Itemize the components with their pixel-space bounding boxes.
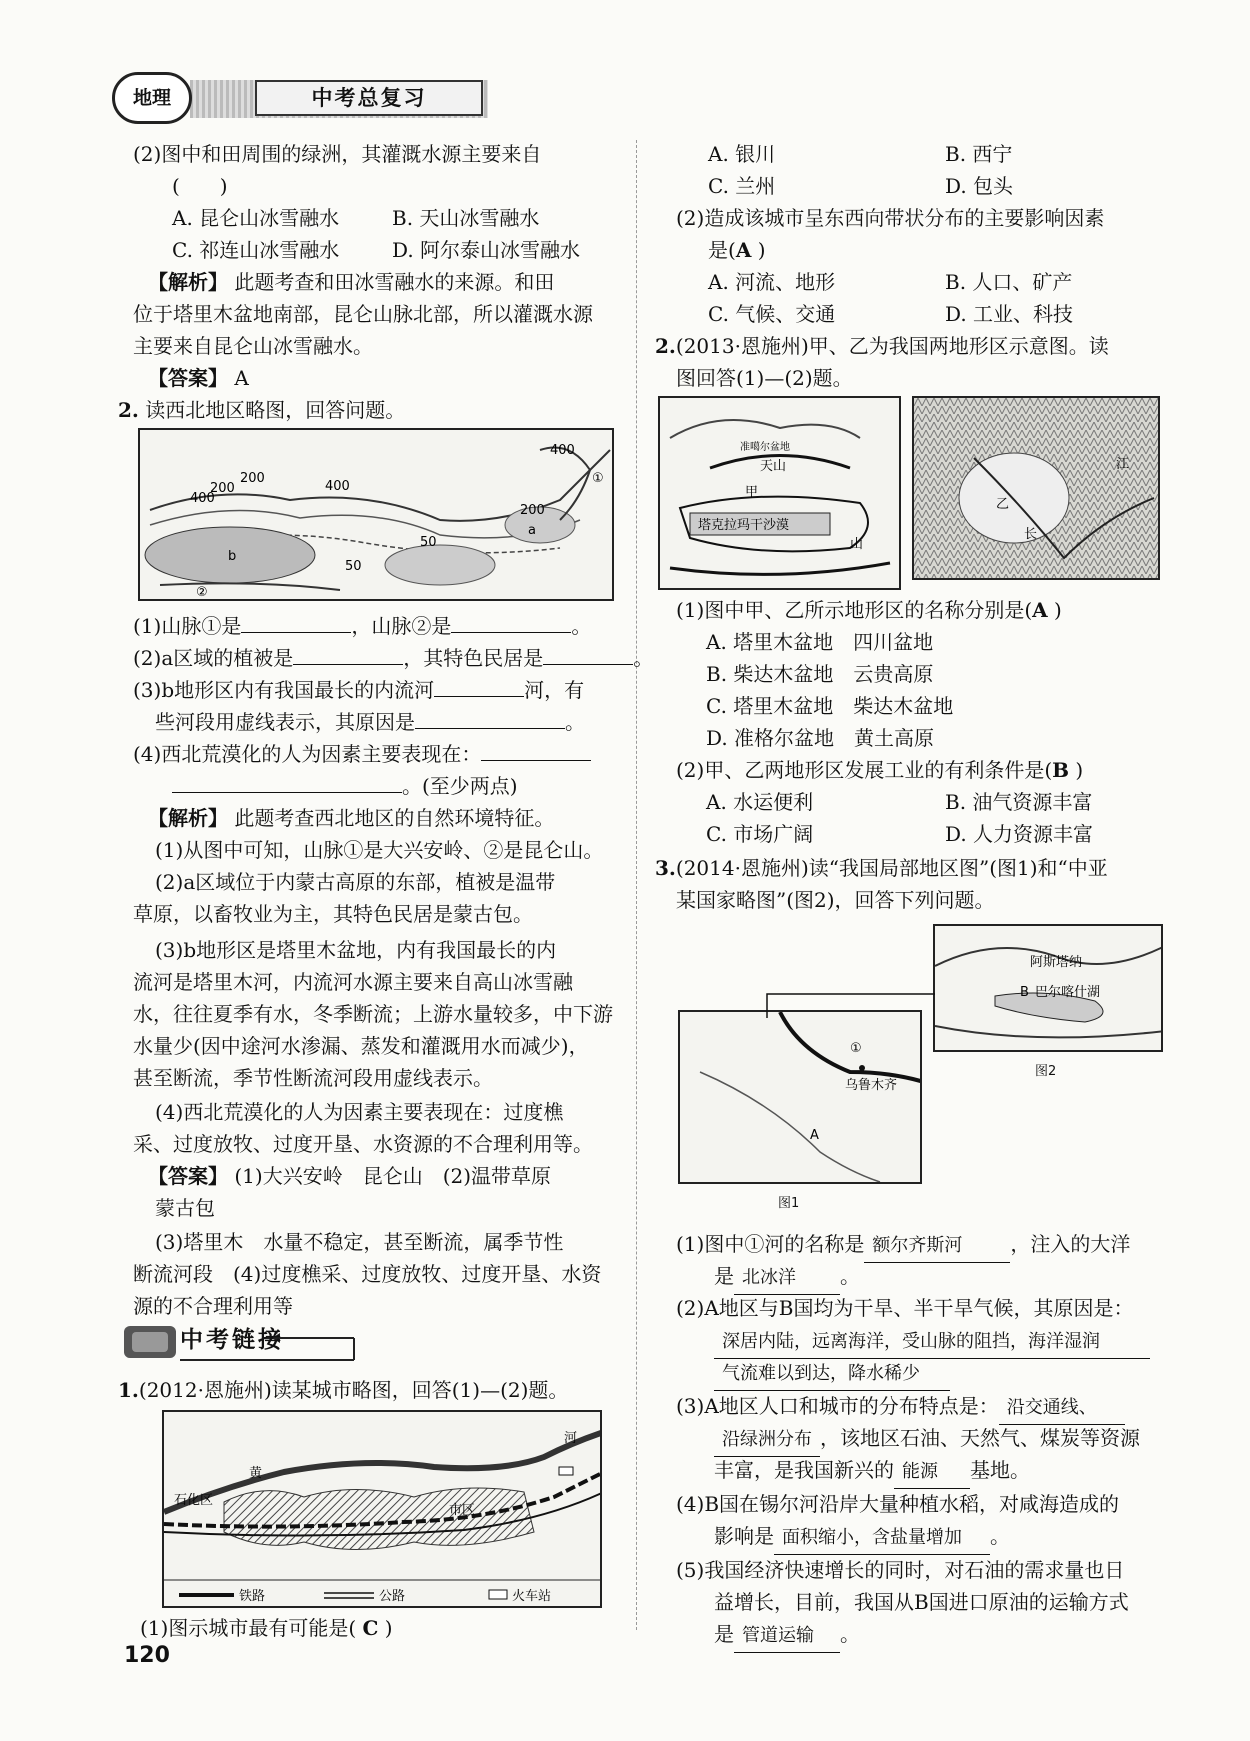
r-q3-stem-2: 某国家略图”(图2)，回答下列问题。 xyxy=(676,888,995,912)
basin-shade-2 xyxy=(385,545,495,585)
q2-2-answer xyxy=(148,362,249,394)
fill-river-name[interactable]: 额尔齐斯河 xyxy=(864,1230,1010,1263)
r-q2-num: 2. xyxy=(655,334,676,358)
q2-2-analysis-2: 位于塔里木盆地南部，昆仑山脉北部，所以灌溉水源 xyxy=(133,302,593,326)
r-q3-sub3-b: ，该地区石油、天然气、煤炭等资源 xyxy=(820,1426,1140,1450)
subject-badge xyxy=(112,72,192,124)
label-balkhash: 巴尔喀什湖 xyxy=(1035,985,1101,1000)
mountain-1-marker: ① xyxy=(592,471,604,486)
r-q3-sub1-cont xyxy=(714,1260,860,1295)
r-q1-sub2-end: ) xyxy=(757,238,766,262)
contour-200-b: 200 xyxy=(210,481,235,496)
r-q3-sub5-d: 。 xyxy=(840,1622,860,1646)
answer-tag: 【答案】 xyxy=(148,366,228,390)
city-map-svg xyxy=(164,1412,602,1608)
q2-answer-text: (1)大兴安岭 昆仑山 (2)温带草原 xyxy=(234,1164,552,1188)
map-label-he: 河 xyxy=(564,1431,578,1446)
r-q3-sub5-c: 是 xyxy=(714,1622,734,1646)
r-q3-sub4-c: 。 xyxy=(990,1524,1010,1548)
subject-label: 地理 xyxy=(132,87,171,109)
r-q3-sub4-cont xyxy=(714,1520,1010,1555)
r-q3-sub3 xyxy=(676,1390,1125,1425)
r-q2-stem-1 xyxy=(655,330,1109,362)
r-q2-sub2-opt-b: B. 油气资源丰富 xyxy=(945,790,1093,814)
r-q3-sub2-ans1 xyxy=(714,1324,1150,1359)
r-q3-sub1 xyxy=(676,1228,1130,1263)
q2-sub1-a: (1)山脉①是 xyxy=(133,614,242,638)
page-number: 120 xyxy=(124,1643,170,1668)
page-title xyxy=(255,80,483,116)
q2-sub1-c: 。 xyxy=(571,614,592,638)
fill-aral-impact[interactable]: 面积缩小，含盐量增加 xyxy=(774,1522,990,1555)
fill-distribution-2[interactable]: 沿绿洲分布 xyxy=(714,1424,820,1457)
map-yi-svg xyxy=(914,398,1160,580)
map-label-a: a xyxy=(528,523,536,538)
q2-answer-3: (3)塔里木 水量不稳定，甚至断流，属季节性 xyxy=(155,1230,564,1254)
r-q3-sub3-c: 丰富，是我国新兴的 xyxy=(714,1458,894,1482)
r-q1-sub2-opt-c: C. 气候、交通 xyxy=(708,302,836,326)
r-q2-sub2-opt-a: A. 水运便利 xyxy=(706,790,814,814)
q2-analysis-2a: (2)a区域位于内蒙古高原的东部，植被是温带 xyxy=(155,870,556,894)
map-fig2 xyxy=(933,924,1163,1052)
r-q3-sub3-d: 基地。 xyxy=(970,1458,1030,1482)
r-q3-sub4-b: 影响是 xyxy=(714,1524,774,1548)
legend-highway: 公路 xyxy=(379,1589,406,1604)
label-astana: 阿斯塔纳 xyxy=(1030,955,1083,970)
q2-2-opt-a: A. 昆仑山冰雪融水 xyxy=(172,206,340,230)
q1-text: (2012·恩施州)读某城市略图，回答(1)—(2)题。 xyxy=(138,1378,569,1402)
answer-text: A xyxy=(234,366,249,390)
r-q3-sub4: (4)B国在锡尔河沿岸大量种植水稻，对咸海造成的 xyxy=(676,1492,1120,1516)
contour-400-a: 400 xyxy=(550,443,575,458)
q2-answer-tag: 【答案】 xyxy=(148,1164,228,1188)
q2-sub4-b: 。(至少两点) xyxy=(402,774,518,798)
r-q1-sub2-b xyxy=(708,234,766,266)
r-q2-sub2-text: (2)甲、乙两地形区发展工业的有利条件是( xyxy=(676,758,1053,782)
q2-analysis-3d: 水量少(因中途河水渗漏、蒸发和灌溉用水而减少)， xyxy=(133,1034,589,1058)
blank-vegetation[interactable] xyxy=(293,642,403,665)
city-map xyxy=(162,1410,602,1608)
q2-2-analysis-3: 主要来自昆仑山冰雪融水。 xyxy=(133,334,373,358)
q2-answer-5: 源的不合理利用等 xyxy=(133,1294,293,1318)
r-q3-sub3-a: (3)A地区人口和城市的分布特点是： xyxy=(676,1394,999,1418)
r-q3-stem-text: (2014·恩施州)读“我国局部地区图”(图1)和“中亚 xyxy=(675,856,1108,880)
jia-boundary xyxy=(670,420,860,438)
contour-50-a: 50 xyxy=(420,535,437,550)
q1-sub1 xyxy=(140,1612,393,1644)
legend-railway: 铁路 xyxy=(239,1589,266,1604)
r-q3-sub3-cont xyxy=(714,1422,1140,1457)
r-q2-sub1-text: (1)图中甲、乙所示地形区的名称分别是( xyxy=(676,598,1033,622)
q2-analysis-0 xyxy=(148,802,554,834)
map-label-b: b xyxy=(228,549,237,564)
r-q1-sub2-paren: 是( xyxy=(708,238,736,262)
r-q2-sub1-opt-b: B. 柴达木盆地 云贵高原 xyxy=(706,662,934,686)
q1-sub1-answer: C xyxy=(362,1616,379,1640)
r-q2-sub2-answer: B xyxy=(1052,758,1070,782)
q2-sub2-a: (2)a区域的植被是 xyxy=(133,646,294,670)
label-chang: 长 xyxy=(1024,527,1038,542)
fig2-border-south xyxy=(935,1026,1163,1037)
r-q2-sub2-opt-d: D. 人力资源丰富 xyxy=(945,822,1094,846)
urumqi-dot xyxy=(859,1065,865,1071)
blank-mountain-2[interactable] xyxy=(451,610,571,633)
urban-area xyxy=(224,1488,534,1550)
q2-2-paren: ( ) xyxy=(172,174,228,198)
analysis-tag: 【解析】 xyxy=(148,270,228,294)
label-yi: 乙 xyxy=(996,497,1010,512)
q2-answer-2: 蒙古包 xyxy=(155,1196,215,1220)
r-q2-sub1-opt-c: C. 塔里木盆地 柴达木盆地 xyxy=(706,694,954,718)
fig1-caption: 图1 xyxy=(778,1196,800,1211)
r-q3-sub1-d: 。 xyxy=(840,1264,860,1288)
northwest-map xyxy=(138,428,614,601)
r-q3-sub2-ans2 xyxy=(714,1356,950,1391)
blank-river[interactable] xyxy=(434,674,524,697)
q2-2-analysis-1 xyxy=(148,266,554,298)
q2-sub1 xyxy=(133,610,591,642)
r-q2-sub1-answer: A xyxy=(1032,598,1048,622)
contour-200-c: 200 xyxy=(520,503,545,518)
contour-50-b: 50 xyxy=(345,559,362,574)
r-q1-sub2-opt-d: D. 工业、科技 xyxy=(945,302,1074,326)
r-q2-sub2-end: ) xyxy=(1075,758,1084,782)
r-q1-opt-c: C. 兰州 xyxy=(708,174,776,198)
q2-sub3-c: 些河段用虚线表示，其原因是 xyxy=(155,710,415,734)
r-q1-opt-d: D. 包头 xyxy=(945,174,1014,198)
q1-sub1-end: ) xyxy=(384,1616,393,1640)
r-q1-sub2-a: (2)造成该城市呈东西向带状分布的主要影响因素 xyxy=(676,206,1105,230)
fill-climate-reason-1[interactable]: 深居内陆，远离海洋，受山脉的阻挡，海洋湿润 xyxy=(714,1326,1150,1359)
q2-2-opt-d: D. 阿尔泰山冰雪融水 xyxy=(392,238,581,262)
map-fig1 xyxy=(678,1010,922,1184)
r-q3-sub1-c: 是 xyxy=(714,1264,734,1288)
label-taklimakan: 塔克拉玛干沙漠 xyxy=(698,518,790,533)
map-yi xyxy=(912,396,1160,580)
legend-station: 火车站 xyxy=(512,1589,552,1604)
section-banner xyxy=(122,1320,362,1364)
northwest-map-svg xyxy=(140,430,614,601)
q2-sub2-c: 。 xyxy=(633,646,654,670)
kunlun-line xyxy=(670,563,890,574)
q2-analysis-tag: 【解析】 xyxy=(148,806,228,830)
q2-2-stem: (2)图中和田周围的绿洲，其灌溉水源主要来自 xyxy=(133,142,542,166)
r-q2-sub1-opt-d: D. 准格尔盆地 黄土高原 xyxy=(706,726,935,750)
map-jia xyxy=(658,396,901,590)
fill-ocean[interactable]: 北冰洋 xyxy=(734,1262,840,1295)
q2-analysis-3a: (3)b地形区是塔里木盆地，内有我国最长的内 xyxy=(155,938,557,962)
r-q1-sub2-answer: A xyxy=(735,238,752,262)
r-q2-sub2-opt-c: C. 市场广阔 xyxy=(706,822,814,846)
q2-sub3-d: 。 xyxy=(565,710,585,734)
page-title-text: 中考总复习 xyxy=(311,86,427,110)
q2-sub4-cont xyxy=(172,770,518,802)
r-q2-sub1 xyxy=(676,594,1062,626)
q2-analysis-text: 此题考查西北地区的自然环境特征。 xyxy=(234,806,555,830)
fill-distribution-1[interactable]: 沿交通线、 xyxy=(999,1392,1125,1425)
q2-analysis-2b: 草原，以畜牧业为主，其特色民居是蒙古包。 xyxy=(133,902,533,926)
sichuan-basin xyxy=(959,453,1069,543)
q2-sub3 xyxy=(133,674,584,706)
callout-line xyxy=(760,990,940,1020)
q2-analysis-4b: 采、过度放牧、过度开垦、水资源的不合理利用等。 xyxy=(133,1132,593,1156)
map-label-huang: 黄 xyxy=(249,1466,263,1481)
fig2-caption: 图2 xyxy=(1035,1064,1057,1079)
label-zhunge: 准噶尔盆地 xyxy=(740,442,790,453)
r-q3-sub2: (2)A地区与B国均为干旱、半干旱气候，其原因是： xyxy=(676,1296,1134,1320)
r-q3-sub5: (5)我国经济快速增长的同时，对石油的需求量也日 xyxy=(676,1558,1125,1582)
q2-2-opt-c: C. 祁连山冰雪融水 xyxy=(172,238,340,262)
r-q3-sub1-b: ，注入的大洋 xyxy=(1010,1232,1131,1256)
fill-climate-reason-2[interactable]: 气流难以到达，降水稀少 xyxy=(714,1358,950,1391)
label-shan: 山 xyxy=(850,537,864,552)
q2-2-opt-b: B. 天山冰雪融水 xyxy=(392,206,540,230)
label-jia: 甲 xyxy=(745,485,759,500)
r-q3-sub1-a: (1)图中①河的名称是 xyxy=(676,1232,865,1256)
label-a-region: A xyxy=(810,1128,819,1143)
q1-num: 1. xyxy=(118,1378,139,1402)
label-urumqi: 乌鲁木齐 xyxy=(845,1078,898,1093)
q2-sub4 xyxy=(133,738,591,770)
map-fig2-svg xyxy=(935,926,1163,1052)
r-q3-sub5-cont xyxy=(714,1618,860,1653)
q2-sub1-b: ，山脉②是 xyxy=(351,614,452,638)
r-q1-opt-b: B. 西宁 xyxy=(945,142,1013,166)
r-q3-sub3-cont2 xyxy=(714,1454,1030,1489)
station-icon xyxy=(559,1467,573,1475)
blank-dwelling[interactable] xyxy=(543,642,633,665)
q2-analysis-3b: 流河是塔里木河，内流河水源主要来自高山冰雪融 xyxy=(133,970,573,994)
q2-analysis-4a: (4)西北荒漠化的人为因素主要表现在：过度樵 xyxy=(155,1100,564,1124)
blank-mountain-1[interactable] xyxy=(241,610,351,633)
analysis-text: 此题考查和田冰雪融水的来源。和田 xyxy=(234,270,555,294)
q2-num: 2. xyxy=(118,398,139,422)
map-fig1-svg xyxy=(680,1012,922,1184)
r-q3-stem-1 xyxy=(655,852,1108,884)
label-tianshan: 天山 xyxy=(760,459,787,474)
map-label-shiqu: 市区 xyxy=(449,1503,476,1518)
fill-energy[interactable]: 能源 xyxy=(894,1456,970,1489)
column-divider xyxy=(636,140,637,1630)
q2-analysis-3e: 甚至断流，季节性断流河段用虚线表示。 xyxy=(133,1066,493,1090)
r-q2-stem-text: (2013·恩施州)甲、乙为我国两地形区示意图。读 xyxy=(675,334,1109,358)
contour-200-a: 200 xyxy=(240,471,265,486)
q2-analysis-1: (1)从图中可知，山脉①是大兴安岭、②是昆仑山。 xyxy=(155,838,604,862)
section-title: 中考链接 xyxy=(180,1327,284,1353)
label-b-country: B xyxy=(1020,985,1029,1000)
q2-sub2-b: ，其特色民居是 xyxy=(403,646,544,670)
mountain-2-marker: ② xyxy=(196,585,208,600)
mountain-2-line xyxy=(160,583,340,590)
label-jiang: 江 xyxy=(1116,457,1130,472)
r-q1-sub2-opt-a: A. 河流、地形 xyxy=(708,270,836,294)
q2-stem xyxy=(118,394,405,426)
label-river-1: ① xyxy=(850,1041,862,1056)
q2-sub3-cont xyxy=(155,706,585,738)
contour-400-c: 400 xyxy=(190,491,215,506)
q2-answer-4: 断流河段 (4)过度樵采、过度放牧、过度开垦、水资 xyxy=(133,1262,602,1286)
r-q3-sub5-b: 益增长，目前，我国从B国进口原油的运输方式 xyxy=(714,1590,1129,1614)
blank-dashed-reason[interactable] xyxy=(415,706,565,729)
legend-station-icon xyxy=(489,1590,507,1599)
map-jia-svg xyxy=(660,398,901,590)
q2-text: 读西北地区略图，回答问题。 xyxy=(145,398,406,422)
q2-analysis-3c: 水，往往夏季有水，冬季断流；上游水量较多，中下游 xyxy=(133,1002,613,1026)
r-q2-sub2 xyxy=(676,754,1083,786)
q2-sub3-b: 河，有 xyxy=(524,678,585,702)
q2-answer-1 xyxy=(148,1160,551,1192)
fill-transport[interactable]: 管道运输 xyxy=(734,1620,840,1653)
contour-400-b: 400 xyxy=(325,479,350,494)
r-q1-sub2-opt-b: B. 人口、矿产 xyxy=(945,270,1073,294)
map-label-shihua: 石化区 xyxy=(174,1493,214,1508)
r-q3-num: 3. xyxy=(655,856,676,880)
q1-stem xyxy=(118,1374,568,1406)
blank-desert-1[interactable] xyxy=(481,738,591,761)
q2-sub4-a: (4)西北荒漠化的人为因素主要表现在： xyxy=(133,742,482,766)
r-q2-sub1-opt-a: A. 塔里木盆地 四川盆地 xyxy=(706,630,934,654)
r-q2-stem-2: 图回答(1)—(2)题。 xyxy=(676,366,853,390)
q1-sub1-text: (1)图示城市最有可能是( xyxy=(140,1616,357,1640)
r-q2-sub1-end: ) xyxy=(1054,598,1062,622)
q2-sub2 xyxy=(133,642,653,674)
blank-desert-2[interactable] xyxy=(172,770,402,793)
r-q1-opt-a: A. 银川 xyxy=(708,142,776,166)
q2-sub3-a: (3)b地形区内有我国最长的内流河 xyxy=(133,678,435,702)
